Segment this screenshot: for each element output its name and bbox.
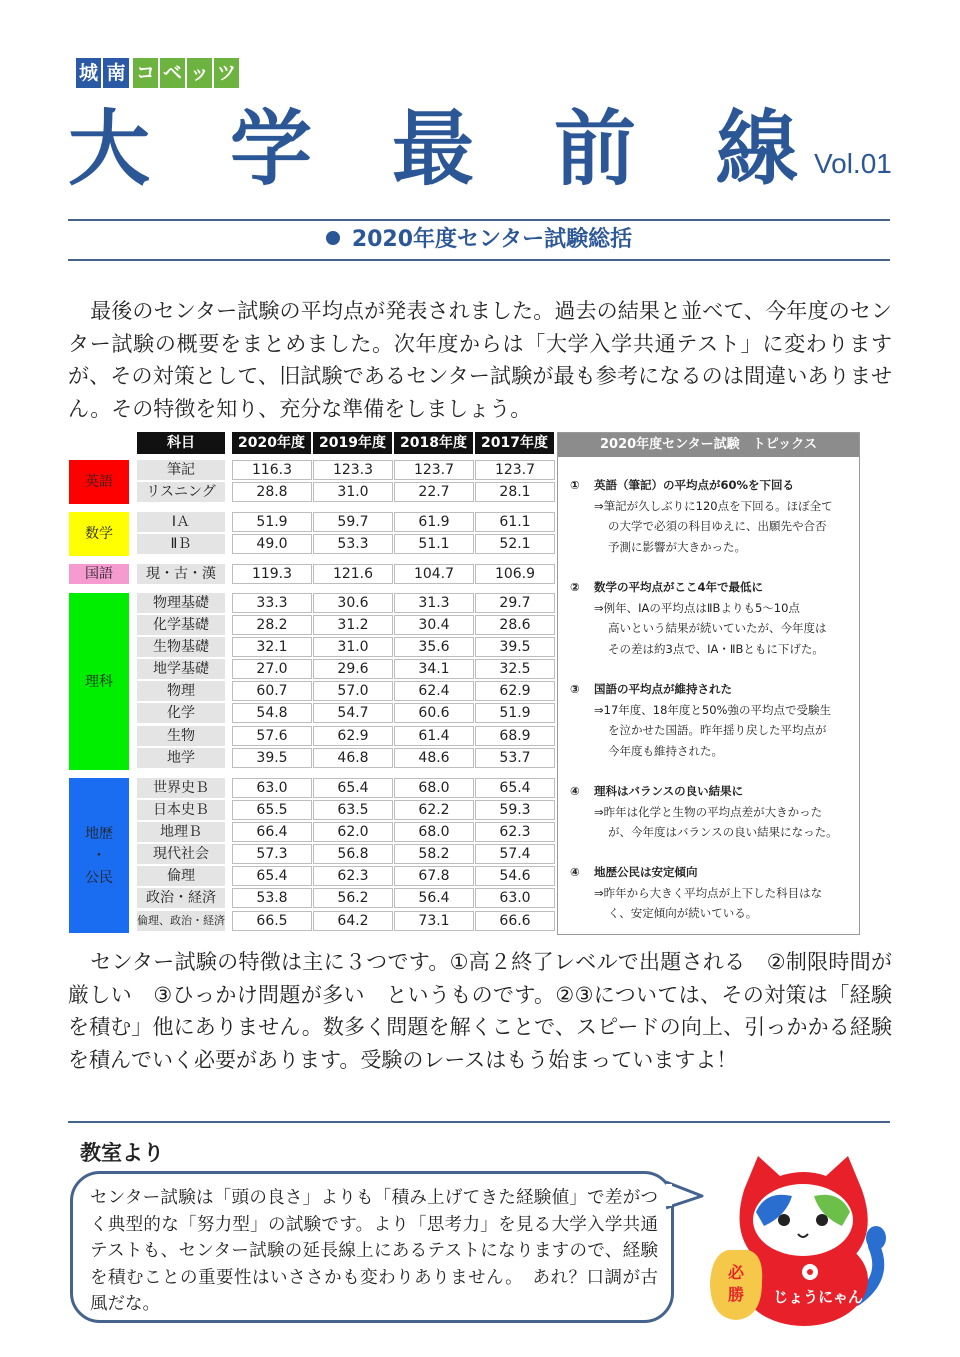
table-value-cell: 29.6 [313,659,393,679]
table-value-cell: 39.5 [475,637,555,657]
table-value-cell: 52.1 [475,534,555,554]
table-subject-cell: 地理Ｂ [137,822,225,842]
topic-number: ④ [570,784,580,798]
topic-line: 予測に影響が大きかった。 [608,539,746,554]
table-value-cell: 57.0 [313,681,393,701]
table-value-cell: 54.6 [475,866,555,886]
section-title-text: 2020年度センター試験総括 [351,227,633,252]
logo-char: ツ [214,58,239,88]
bubble-tail-icon [666,1178,706,1214]
topic-number: ④ [570,865,580,879]
features-paragraph [68,946,892,1076]
title-char: 大 [68,101,151,197]
topic-item [570,781,855,843]
topic-title-text: 英語（筆記）の平均点が60%を下回る [594,478,795,492]
table-subject-cell: リスニング [137,482,225,502]
table-category-label: ・ [92,847,106,864]
table-value-cell: 60.7 [232,681,312,701]
mascot-bag-char: 必 [727,1263,745,1282]
table-value-cell: 62.3 [475,822,555,842]
table-value-cell: 66.4 [232,822,312,842]
topic-title-text: 理科はバランスの良い結果に [594,784,744,798]
topic-line: を泣かせた国語。昨年揺り戻した平均点が [608,723,827,737]
table-value-cell: 62.9 [475,681,555,701]
divider [68,219,890,221]
table-value-cell: 66.6 [475,911,555,931]
table-value-cell: 123.3 [313,460,393,480]
table-subject-cell: 地学 [137,748,225,768]
table-value-cell: 63.5 [313,800,393,820]
table-value-cell: 51.9 [232,512,312,532]
bullet-icon [326,231,340,245]
table-subject-cell: ⅡＢ [137,534,225,554]
table-category-label: 公民 [85,869,113,886]
logo-char: 南 [103,58,129,88]
classroom-message: センター試験は「頭の良さ」よりも「積み上げてきた経験値」で差がつく典型的な「努力型」の試験です。より「思考力」を見る大学入学共通テストも、センター試験の延長線上にあるテストになりますので、経験を積むことの重要性はいささかも変わりありません。 あれ？口調が古風だな。 [90,1188,658,1314]
table-value-cell: 31.0 [313,637,393,657]
table-value-cell: 65.4 [475,778,555,798]
table-value-cell: 53.8 [232,888,312,908]
topic-line: ⇒昨年は化学と生物の平均点差が大きかった [594,804,823,819]
table-value-cell: 106.9 [475,564,555,584]
table-value-cell: 57.3 [232,844,312,864]
table-value-cell: 28.2 [232,615,312,635]
mascot-name: じょうにゃん [773,1288,863,1306]
topic-title [570,679,855,700]
section-title [68,222,890,253]
table-value-cell: 56.8 [313,844,393,864]
table-header-year: 2018年度 [394,432,473,454]
table-category-label: 数学 [85,526,113,542]
table-value-cell: 33.3 [232,593,312,613]
table-value-cell: 63.0 [475,888,555,908]
table-value-cell: 65.4 [232,866,312,886]
table-value-cell: 62.0 [313,822,393,842]
table-subject-cell: 倫理 [137,866,225,886]
table-value-cell: 54.7 [313,703,393,723]
table-subject-cell: 現・古・漢 [137,564,225,584]
topic-line: ⇒17年度、18年度と50%強の平均点で受験生 [594,702,831,717]
table-value-cell: 63.0 [232,778,312,798]
topic-number: ③ [570,682,580,696]
table-value-cell: 53.3 [313,534,393,554]
table-subject-cell: 倫理、政治・経済 [137,911,225,931]
topic-title [570,475,855,496]
topic-line: ⇒例年、ⅠAの平均点はⅡBよりも5～10点 [594,600,800,615]
table-value-cell: 68.0 [394,822,474,842]
table-value-cell: 48.6 [394,748,474,768]
table-value-cell: 61.4 [394,726,474,746]
table-value-cell: 119.3 [232,564,312,584]
table-value-cell: 62.9 [313,726,393,746]
table-subject-cell: 世界史Ｂ [137,778,225,798]
table-value-cell: 51.1 [394,534,474,554]
table-value-cell: 35.6 [394,637,474,657]
table-value-cell: 32.5 [475,659,555,679]
table-subject-cell: 筆記 [137,460,225,480]
table-value-cell: 68.0 [394,778,474,798]
table-subject-cell: 現代社会 [137,844,225,864]
mascot-icon [706,1150,892,1330]
table-header-year: 2017年度 [475,432,554,454]
topic-line: が、今年度はバランスの良い結果になった。 [608,825,838,839]
topic-number: ① [570,478,580,492]
logo-char: ベ [160,58,185,88]
table-value-cell: 30.4 [394,615,474,635]
table-value-cell: 61.9 [394,512,474,532]
table-value-cell: 65.4 [313,778,393,798]
table-value-cell: 31.2 [313,615,393,635]
table-value-cell: 54.8 [232,703,312,723]
logo-char: ッ [187,58,212,88]
table-value-cell: 56.4 [394,888,474,908]
table-value-cell: 34.1 [394,659,474,679]
table-value-cell: 31.0 [313,482,393,502]
table-value-cell: 29.7 [475,593,555,613]
table-category-cell [69,564,129,584]
table-value-cell: 104.7 [394,564,474,584]
topics-heading: 2020年度センター試験 トピックス [558,433,859,457]
table-value-cell: 46.8 [313,748,393,768]
logo-char: 城 [76,58,101,88]
table-value-cell: 62.2 [394,800,474,820]
topic-line: ⇒昨年から大きく平均点が上下した科目はな [594,885,823,900]
table-value-cell: 51.9 [475,703,555,723]
table-value-cell: 22.7 [394,482,474,502]
table-value-cell: 67.8 [394,866,474,886]
table-subject-cell: 物理基礎 [137,593,225,613]
table-value-cell: 57.4 [475,844,555,864]
table-category-label: 英語 [85,474,113,490]
table-value-cell: 30.6 [313,593,393,613]
table-subject-cell: 物理 [137,681,225,701]
topic-title [570,862,855,883]
mascot-bag-char: 勝 [727,1285,745,1304]
table-value-cell: 123.7 [475,460,555,480]
features-text: センター試験の特徴は主に３つです。①高２終了レベルで出題される ②制限時間が厳しい ③ひっかけ問題が多い というものです。②③については、その対策は「経験を積む」他にありません。数多く問題を解くことで、スピードの向上、引っかかる経験を積んでいく必要があります。受験のレースはもう始まっていますよ！ [68,950,892,1072]
table-category-cell [69,593,129,770]
table-value-cell: 27.0 [232,659,312,679]
logo-char: コ [133,58,158,88]
table-value-cell: 39.5 [232,748,312,768]
table-subject-cell: ⅠＡ [137,512,225,532]
table-subject-cell: 生物基礎 [137,637,225,657]
topic-title [570,577,855,598]
table-value-cell: 64.2 [313,911,393,931]
table-value-cell: 68.9 [475,726,555,746]
topic-line: その差は約3点で、ⅠA・ⅡBともに下げた。 [608,641,824,656]
table-value-cell: 58.2 [394,844,474,864]
topic-line: 今年度も維持された。 [608,743,723,758]
topic-line: 高いという結果が続いていたが、今年度は [608,621,827,635]
title-char: 前 [553,101,636,197]
topic-line: の大学で必須の科目ゆえに、出願先や合否 [608,519,827,533]
table-subject-cell: 日本史Ｂ [137,800,225,820]
table-value-cell: 65.5 [232,800,312,820]
table-subject-cell: 化学基礎 [137,615,225,635]
topic-title-text: 国語の平均点が維持された [594,682,732,696]
topic-line: ⇒筆記が久しぶりに120点を下回る。ほぼ全て [594,498,833,513]
table-value-cell: 66.5 [232,911,312,931]
topic-title [570,781,855,802]
table-value-cell: 28.6 [475,615,555,635]
table-header-year: 2019年度 [313,432,392,454]
topic-line: く、安定傾向が続いている。 [608,906,758,920]
title-char: 最 [391,101,474,197]
table-header-year: 2020年度 [232,432,311,454]
table-value-cell: 57.6 [232,726,312,746]
intro-paragraph [68,295,892,425]
table-value-cell: 28.1 [475,482,555,502]
table-category-label: 国語 [85,566,113,582]
table-value-cell: 28.8 [232,482,312,502]
table-value-cell: 121.6 [313,564,393,584]
classroom-heading: 教室より [80,1141,164,1165]
topic-item [570,475,855,557]
title-char: 学 [229,101,312,197]
title-char: 線 [715,101,798,197]
table-value-cell: 73.1 [394,911,474,931]
table-subject-cell: 生物 [137,726,225,746]
table-category-label: 地歴 [85,825,113,842]
table-value-cell: 32.1 [232,637,312,657]
table-category-label: 理科 [85,673,113,690]
table-value-cell: 61.1 [475,512,555,532]
divider [68,259,890,261]
table-subject-cell: 地学基礎 [137,659,225,679]
table-value-cell: 56.2 [313,888,393,908]
table-category-cell [69,778,129,933]
table-header-subject: 科目 [137,432,225,454]
table-value-cell: 59.3 [475,800,555,820]
table-category-cell [69,512,129,556]
page-title [68,96,798,197]
table-value-cell: 116.3 [232,460,312,480]
table-value-cell: 60.6 [394,703,474,723]
table-value-cell: 59.7 [313,512,393,532]
volume-label: Vol.01 [814,148,892,179]
table-value-cell: 31.3 [394,593,474,613]
topic-item [570,679,855,761]
intro-text: 最後のセンター試験の平均点が発表されました。過去の結果と並べて、今年度のセンター試験の概要をまとめました。次年度からは「大学入学共通テスト」に変わりますが、その対策として、旧試験であるセンター試験が最も参考になるのは間違いありません。その特徴を知り、充分な準備をしましょう。 [68,299,892,421]
divider [68,1121,890,1123]
table-value-cell: 49.0 [232,534,312,554]
topic-item [570,862,855,924]
topic-title-text: 地歴公民は安定傾向 [594,865,698,879]
table-value-cell: 62.4 [394,681,474,701]
table-category-cell [69,460,129,504]
topic-title-text: 数学の平均点がここ4年で最低に [594,580,763,594]
table-subject-cell: 化学 [137,703,225,723]
table-value-cell: 123.7 [394,460,474,480]
table-value-cell: 62.3 [313,866,393,886]
table-value-cell: 53.7 [475,748,555,768]
table-subject-cell: 政治・経済 [137,888,225,908]
topic-number: ② [570,580,580,594]
topics-box [557,432,860,935]
topic-item [570,577,855,659]
